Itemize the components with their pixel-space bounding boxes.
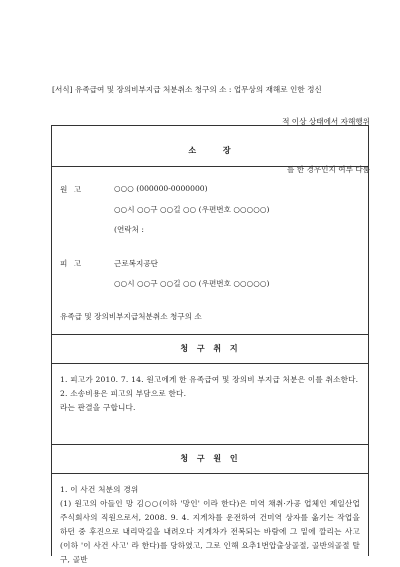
header-line-1: [서식] 유족급여 및 장의비부지급 처분취소 청구의 소 : 업무상의 재해로 인한 정신 [52,85,322,94]
header-line-2: 적 이상 상태에서 자해행위 [282,117,370,126]
complaint-frame [51,125,369,564]
cause-heading: 1. 이 사건 처분의 경위 [60,485,139,494]
defendant-name: 근로복지공단 [114,259,159,268]
claim-item-1: 1. 피고가 2010. 7. 14. 원고에게 한 유족급여 및 장의비 부지급 처분은 이를 취소한다. [60,375,359,384]
plaintiff-name-id: ○○○ (000000-0000000) [114,184,208,193]
defendant-label: 피 고 [60,259,84,268]
claim-bottom-divider [52,363,368,364]
cause-title: 청 구 원 인 [180,453,240,463]
case-name: 유족급 및 장의비부지급처분취소 청구의 소 [60,312,202,321]
cause-top-divider [52,444,368,445]
claim-top-divider [52,334,368,335]
claim-body [60,373,360,415]
claim-item-3: 라는 판결을 구합니다. [60,403,136,412]
title-divider [52,166,368,167]
cause-body [60,483,360,567]
claim-item-2: 2. 소송비용은 피고의 부담으로 한다. [60,389,187,398]
cause-paragraph: (1) 원고의 아들인 망 김○○(이하 '망인' 이라 한다)은 미역 채취·가공 업체인 제일산업 주식회사의 직원으로서, 2008. 9. 4. 지게차를 운전하여 건미역 상자를 옮기는 작업을 하던 중 후진으로 내리막길을 내려오다 지게차가 전복되는 바람에 그 밑에 깔리는 사고(이하 '이 사건 사고' 라 한다)를 당하였고, 그로 인해 요추1번압출상골절, 골반의골절 탈구, 골반 [60,499,360,564]
complaint-title: 소 장 [188,145,232,155]
claim-title: 청 구 취 지 [180,343,240,353]
header-line-3: 를 한 경우인지 여부 다툼 [286,165,370,174]
cause-bottom-divider [52,473,368,474]
plaintiff-contact: (연락처 : [114,225,144,234]
defendant-address: ○○시 ○○구 ○○길 ○○ (우편번호 ○○○○○) [114,279,270,288]
plaintiff-label: 원 고 [60,185,84,194]
plaintiff-address: ○○시 ○○구 ○○길 ○○ (우편번호 ○○○○○) [114,205,270,214]
